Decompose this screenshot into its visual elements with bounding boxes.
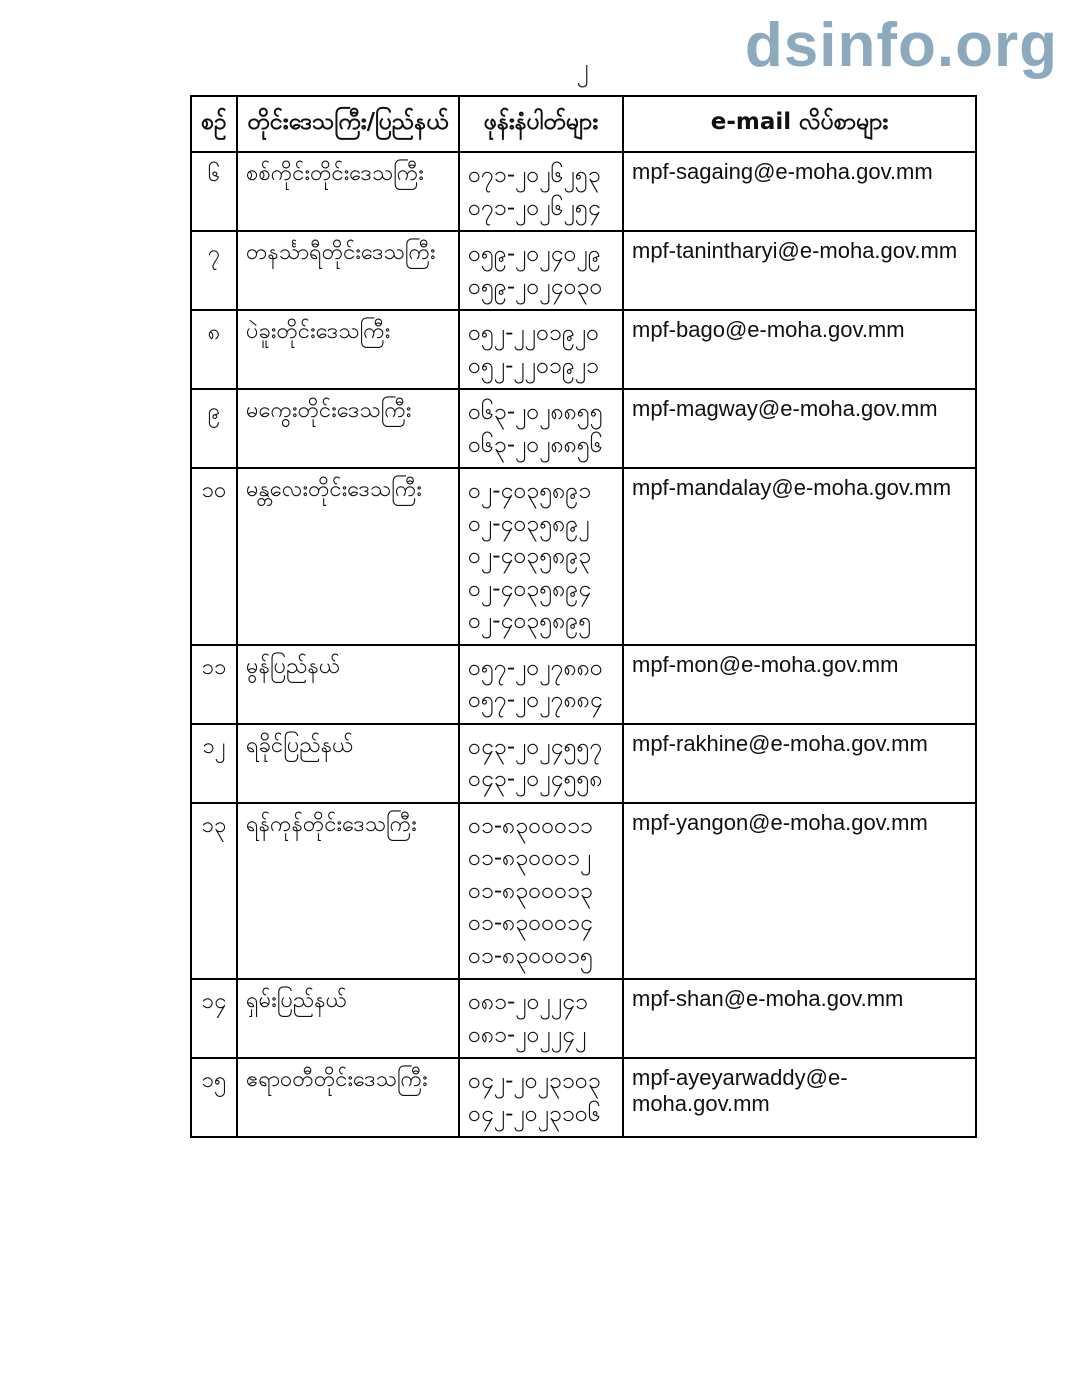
region-cell: မန္တလေးတိုင်းဒေသကြီး (237, 468, 459, 645)
phone-number: ၀၈၁-၂၀၂၂၄၂ (468, 1021, 587, 1048)
region-cell: ဧရာဝတီတိုင်းဒေသကြီး (237, 1058, 459, 1137)
region-cell: ရခိုင်ပြည်နယ် (237, 724, 459, 803)
phone-number: ၀၅၂-၂၂၀၁၉၂၁ (468, 352, 600, 379)
header-email: e-mail လိပ်စာများ (623, 96, 976, 152)
serial-cell: ၁၁ (191, 645, 237, 724)
table-row (191, 310, 976, 389)
serial-cell: ၁၃ (191, 803, 237, 980)
region-cell: ပဲခူးတိုင်းဒေသကြီး (237, 310, 459, 389)
serial-cell: ၈ (191, 310, 237, 389)
header-row (191, 96, 976, 152)
contact-table (190, 95, 977, 1138)
serial-cell: ၆ (191, 152, 237, 231)
phone-number: ၀၁-၈၃၀၀၀၁၁ (468, 812, 593, 839)
phone-number: ၀၆၃-၂၀၂၈၈၅၅ (468, 399, 603, 425)
serial-cell: ၁၅ (191, 1058, 237, 1137)
phone-number: ၀၂-၄၀၃၅၈၉၁ (468, 478, 592, 504)
region-cell: ရန်ကုန်တိုင်းဒေသကြီး (237, 803, 459, 980)
email-cell: mpf-magway@e-moha.gov.mm (623, 389, 976, 468)
phone-number: ၀၄၃-၂၀၂၄၅၅၈ (468, 766, 603, 792)
table-row (191, 468, 976, 645)
region-cell: တနင်္သာရီတိုင်းဒေသကြီး (237, 231, 459, 310)
table-row (191, 979, 976, 1058)
phone-cell (459, 152, 623, 231)
phone-number: ၀၄၂-၂၀၂၃၁၀၃ (468, 1068, 601, 1094)
phone-number: ၀၄၃-၂၀၂၄၅၅၇ (468, 733, 603, 760)
email-cell: mpf-shan@e-moha.gov.mm (623, 979, 976, 1058)
email-cell: mpf-tanintharyi@e-moha.gov.mm (623, 231, 976, 310)
email-cell: mpf-mon@e-moha.gov.mm (623, 645, 976, 724)
table-row (191, 152, 976, 231)
phone-number: ၀၅၇-၂၀၂၇၈၈၄ (468, 687, 603, 713)
phone-cell (459, 231, 623, 310)
table-row (191, 645, 976, 724)
phone-cell (459, 645, 623, 724)
table-row (191, 231, 976, 310)
phone-number: ၀၂-၄၀၃၅၈၉၂ (468, 510, 590, 537)
phone-number: ၀၄၂-၂၀၂၃၁၀၆ (468, 1100, 601, 1127)
phone-number: ၀၁-၈၃၀၀၀၁၃ (468, 877, 593, 904)
table-header (191, 96, 976, 152)
table-row (191, 389, 976, 468)
region-cell: မကွေးတိုင်းဒေသကြီး (237, 389, 459, 468)
table-row (191, 724, 976, 803)
region-cell: စစ်ကိုင်းတိုင်းဒေသကြီး (237, 152, 459, 231)
header-serial: စဉ် (191, 96, 237, 152)
phone-number: ၀၆၃-၂၀၂၈၈၅၆ (468, 431, 603, 458)
phone-number: ၀၂-၄၀၃၅၈၉၅ (468, 608, 592, 634)
phone-number: ၀၅၇-၂၀၂၇၈၈၀ (468, 654, 603, 681)
phone-cell (459, 979, 623, 1058)
phone-number: ၀၈၁-၂၀၂၂၄၁ (468, 989, 589, 1015)
table-row (191, 803, 976, 980)
phone-number: ၀၅၉-၂၀၂၄၀၂၉ (468, 241, 601, 267)
serial-cell: ၇ (191, 231, 237, 310)
page-number: ၂ (576, 53, 589, 82)
site-watermark: dsinfo.org (744, 11, 1058, 80)
phone-cell (459, 468, 623, 645)
email-cell: mpf-bago@e-moha.gov.mm (623, 310, 976, 389)
region-cell: ရှမ်းပြည်နယ် (237, 979, 459, 1058)
phone-number: ၀၂-၄၀၃၅၈၉၃ (468, 543, 592, 569)
phone-cell (459, 389, 623, 468)
phone-number: ၀၇၁-၂၀၂၆၂၅၃ (468, 162, 601, 188)
email-cell: mpf-rakhine@e-moha.gov.mm (623, 724, 976, 803)
phone-number: ၀၂-၄၀၃၅၈၉၄ (468, 575, 592, 602)
email-cell: mpf-mandalay@e-moha.gov.mm (623, 468, 976, 645)
serial-cell: ၉ (191, 389, 237, 468)
table-row (191, 1058, 976, 1137)
phone-number: ၀၇၁-၂၀၂၆၂၅၄ (468, 194, 601, 221)
email-cell: mpf-yangon@e-moha.gov.mm (623, 803, 976, 980)
serial-cell: ၁၀ (191, 468, 237, 645)
phone-number: ၀၅၂-၂၂၀၁၉၂၀ (468, 320, 600, 346)
phone-cell (459, 803, 623, 980)
header-phones: ဖုန်းနံပါတ်များ (459, 96, 623, 152)
header-region: တိုင်းဒေသကြီး/ပြည်နယ် (237, 96, 459, 152)
email-cell: mpf-sagaing@e-moha.gov.mm (623, 152, 976, 231)
phone-cell (459, 724, 623, 803)
phone-number: ၀၁-၈၃၀၀၀၁၅ (468, 942, 593, 969)
phone-number: ၀၁-၈၃၀၀၀၁၄ (468, 910, 593, 936)
table-body (191, 152, 976, 1137)
phone-cell (459, 1058, 623, 1137)
serial-cell: ၁၂ (191, 724, 237, 803)
phone-number: ၀၅၉-၂၀၂၄၀၃၀ (468, 273, 603, 300)
phone-number: ၀၁-၈၃၀၀၀၁၂ (468, 845, 592, 871)
serial-cell: ၁၄ (191, 979, 237, 1058)
region-cell: မွန်ပြည်နယ် (237, 645, 459, 724)
email-cell: mpf-ayeyarwaddy@e-moha.gov.mm (623, 1058, 976, 1137)
phone-cell (459, 310, 623, 389)
